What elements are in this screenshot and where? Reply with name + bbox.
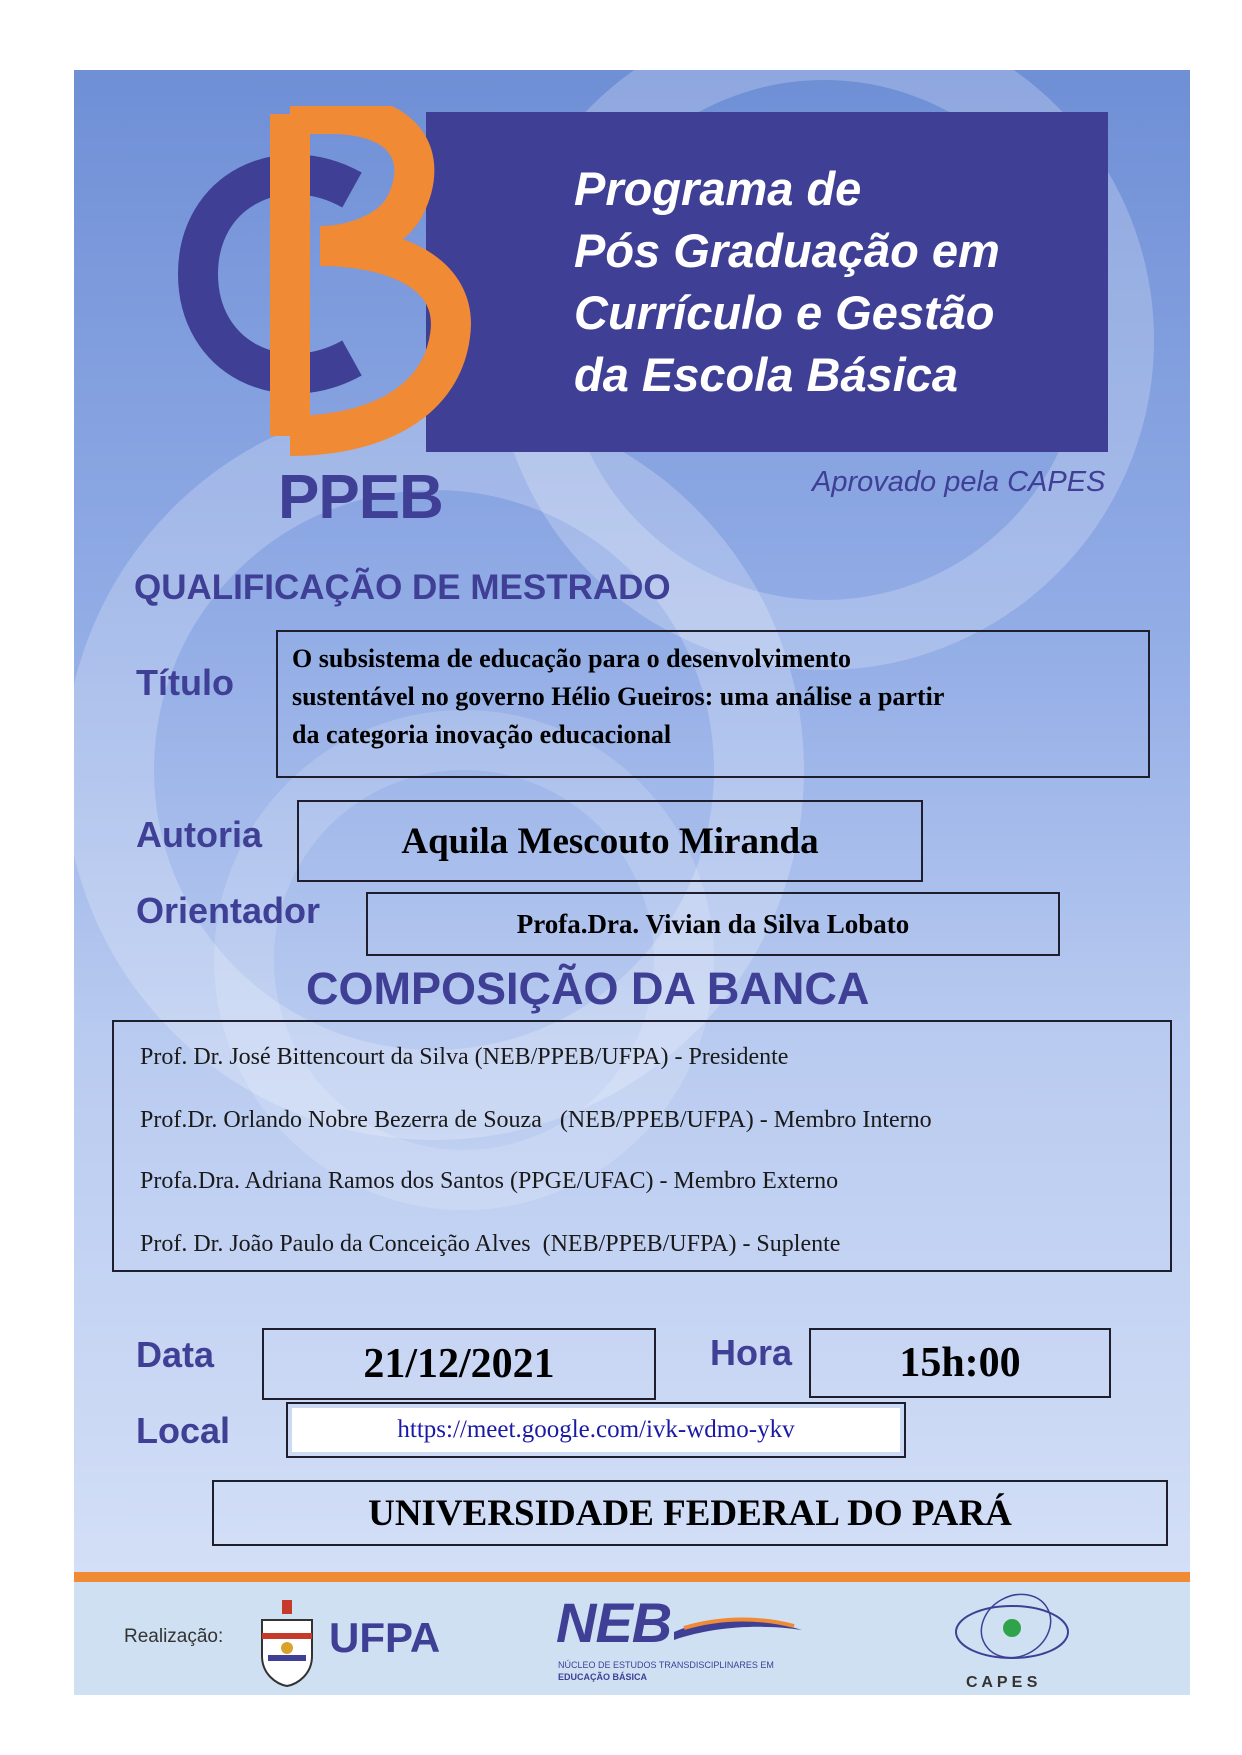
location-box [286, 1402, 906, 1458]
meeting-link[interactable]: https://meet.google.com/ivk-wdmo-ykv [292, 1408, 900, 1452]
committee-box [112, 1020, 1172, 1272]
program-title-line: Programa de [574, 162, 862, 215]
footer [74, 1572, 1190, 1695]
thesis-title-line: O subsistema de educação para o desenvolvimento [292, 644, 851, 673]
advisor-name: Profa.Dra. Vivian da Silva Lobato [516, 908, 910, 939]
program-title [574, 158, 1094, 406]
capes-logo-icon [950, 1588, 1080, 1668]
committee-member: Profa.Dra. Adriana Ramos dos Santos (PPGE/UFAC) - Membro Externo [140, 1168, 839, 1194]
program-title-line: da Escola Básica [574, 348, 959, 401]
author-label: Autoria [136, 814, 262, 855]
program-title-line: Pós Graduação em [574, 224, 1000, 277]
committee-member: Prof.Dr. Orlando Nobre Bezerra de Souza (NEB/PPEB/UFPA) - Membro Interno [140, 1107, 932, 1133]
event-type: QUALIFICAÇÃO DE MESTRADO [134, 568, 671, 607]
ufpa-logo-text: UFPA [329, 1614, 441, 1661]
program-title-line: Currículo e Gestão [574, 286, 995, 339]
neb-logo-text: NEB [556, 1591, 672, 1654]
neb-swoosh-icon [674, 1610, 804, 1650]
date-box [262, 1328, 656, 1400]
poster [74, 70, 1190, 1695]
approval-note: Aprovado pela CAPES [812, 466, 1106, 498]
committee-member: Prof. Dr. João Paulo da Conceição Alves (NEB/PPEB/UFPA) - Suplente [140, 1231, 841, 1257]
program-acronym: PPEB [278, 463, 443, 532]
thesis-title-line: sustentável no governo Hélio Gueiros: uma análise a partir [292, 682, 945, 711]
title-label: Título [136, 662, 234, 703]
location-label: Local [136, 1410, 231, 1451]
thesis-title-box [276, 630, 1150, 778]
ufpa-crest-icon [254, 1598, 320, 1688]
university-name: UNIVERSIDADE FEDERAL DO PARÁ [368, 1492, 1012, 1534]
date-value: 21/12/2021 [363, 1341, 555, 1387]
time-value: 15h:00 [899, 1340, 1021, 1386]
committee-member: Prof. Dr. José Bittencourt da Silva (NEB/PPEB/UFPA) - Presidente [140, 1044, 789, 1070]
neb-subtitle-2: EDUCAÇÃO BÁSICA [558, 1672, 648, 1682]
neb-subtitle-1: NÚCLEO DE ESTUDOS TRANSDISCIPLINARES EM [558, 1660, 774, 1670]
thesis-title-line: da categoria inovação educacional [292, 720, 672, 749]
committee-heading: COMPOSIÇÃO DA BANCA [306, 963, 870, 1014]
university-box [212, 1480, 1168, 1546]
realizacao-label: Realização: [124, 1626, 224, 1647]
author-name: Aquila Mescouto Miranda [401, 820, 819, 862]
time-label: Hora [710, 1332, 793, 1373]
advisor-label: Orientador [136, 890, 321, 931]
capes-logo-text: C A P E S [966, 1674, 1038, 1691]
ppeb-logo-icon [170, 106, 500, 476]
advisor-box [366, 892, 1060, 956]
date-label: Data [136, 1334, 215, 1375]
time-box [809, 1328, 1111, 1398]
author-box [297, 800, 923, 882]
